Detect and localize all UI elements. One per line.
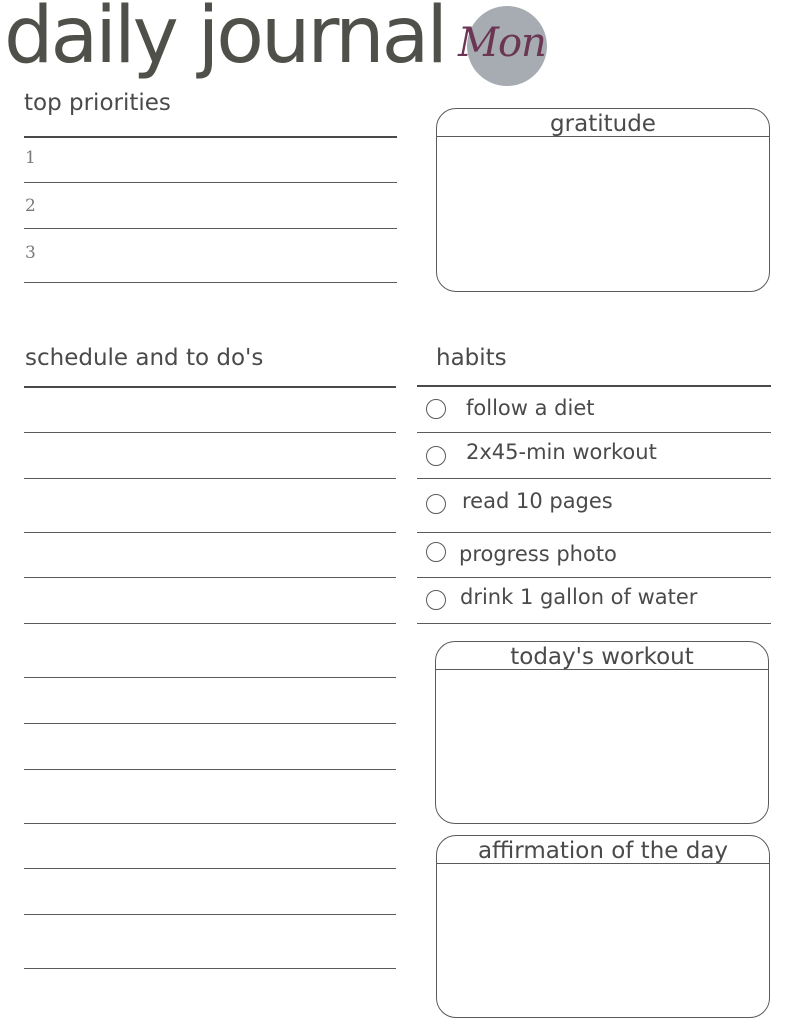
- gratitude-box[interactable]: [436, 108, 770, 292]
- habit-label: read 10 pages: [462, 489, 613, 513]
- day-label: Mon: [458, 20, 546, 66]
- schedule-line[interactable]: [24, 769, 396, 770]
- habit-label: 2x45-min workout: [466, 440, 657, 464]
- priority-number: 1: [25, 148, 36, 168]
- habit-checkbox[interactable]: [426, 446, 446, 466]
- page-title: daily journal: [4, 0, 446, 81]
- schedule-line[interactable]: [24, 432, 396, 433]
- schedule-heading: schedule and to do's: [25, 345, 264, 371]
- habit-checkbox[interactable]: [426, 399, 446, 419]
- workout-box[interactable]: [435, 641, 769, 824]
- schedule-line[interactable]: [24, 968, 396, 969]
- habit-checkbox[interactable]: [426, 542, 446, 562]
- habit-line: [417, 623, 771, 624]
- priorities-heading: top priorities: [24, 90, 171, 116]
- habit-item: [417, 478, 771, 524]
- schedule-line[interactable]: [24, 478, 396, 479]
- schedule-line[interactable]: [24, 677, 396, 678]
- priorities-divider: [24, 136, 397, 138]
- habit-item: [417, 577, 771, 623]
- habit-item: [417, 532, 771, 578]
- habit-checkbox[interactable]: [426, 590, 446, 610]
- schedule-line[interactable]: [24, 914, 396, 915]
- priority-line[interactable]: [24, 228, 397, 229]
- habit-item: [417, 432, 771, 478]
- priority-number: 2: [25, 196, 36, 216]
- schedule-line[interactable]: [24, 723, 396, 724]
- schedule-line[interactable]: [24, 577, 396, 578]
- habits-heading: habits: [436, 345, 507, 371]
- schedule-line[interactable]: [24, 868, 396, 869]
- habit-label: follow a diet: [466, 396, 595, 420]
- priority-line[interactable]: [24, 282, 397, 283]
- habit-item: [417, 386, 771, 432]
- priority-number: 3: [25, 243, 36, 263]
- schedule-line[interactable]: [24, 623, 396, 624]
- schedule-divider: [24, 386, 396, 388]
- schedule-line[interactable]: [24, 823, 396, 824]
- habit-checkbox[interactable]: [426, 494, 446, 514]
- habit-label: progress photo: [459, 542, 617, 566]
- habit-label: drink 1 gallon of water: [460, 585, 698, 609]
- schedule-line[interactable]: [24, 532, 396, 533]
- affirmation-box[interactable]: [436, 835, 770, 1018]
- affirmation-heading: affirmation of the day: [437, 836, 769, 864]
- priority-line[interactable]: [24, 182, 397, 183]
- gratitude-heading: gratitude: [437, 109, 769, 137]
- workout-heading: today's workout: [436, 642, 768, 670]
